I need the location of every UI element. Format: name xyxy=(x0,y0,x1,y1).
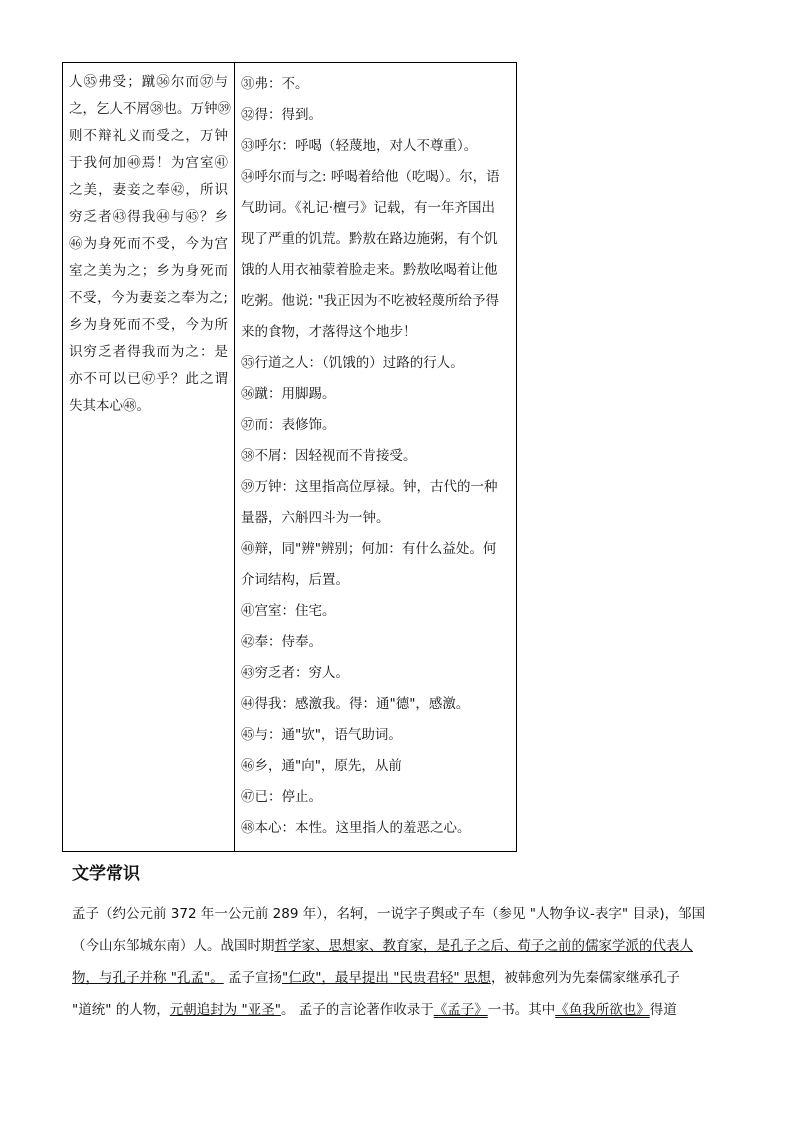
underlined-span: 哲学家、思想家、教育家，是孔子之后、荀子之前的儒家学派的代表人 xyxy=(274,938,693,954)
underlined-span: 物，与孔子并称 "孔孟"。 xyxy=(72,970,224,986)
note-line: ㊲而：表修饰。 xyxy=(241,417,336,433)
note-line: 吃粥。他说: "我正因为不吃被轻蔑所给予得 xyxy=(241,293,500,309)
note-line: 介词结构，后置。 xyxy=(241,572,349,588)
original-text-line: ㊻为身死而不受，今为宫 xyxy=(69,236,228,252)
text-span: ，被韩愈列为先秦儒家继承孔子 xyxy=(490,970,680,986)
original-text-line: 之美，妻妾之奉㊷，所识 xyxy=(69,182,228,198)
note-line: ㊷奉：侍奉。 xyxy=(241,634,322,650)
original-text-line: 穷乏者㊸得我㊹与㊺？乡 xyxy=(69,209,228,225)
note-line: 气助词。《礼记·檀弓》记载，有一年齐国出 xyxy=(241,200,496,216)
original-text-line: 室之美为之；乡为身死而 xyxy=(69,263,228,279)
note-line: 来的食物，才落得这个地步！ xyxy=(241,324,417,340)
text-span: 。 孟子的言论著作收录于 xyxy=(280,1002,434,1018)
note-line: ㊸穷乏者：穷人。 xyxy=(241,665,349,681)
text-span: 得道 xyxy=(649,1002,677,1018)
annotation-table xyxy=(62,62,517,852)
note-line: ㊹得我：感激我。得：通"德"，感激。 xyxy=(241,696,470,712)
original-text-line: 亦不可以已㊼乎？此之谓 xyxy=(69,371,228,387)
original-text-line: 人㉟弗受；蹴㊱尔而㊲与 xyxy=(69,74,228,90)
original-text-line: 失其本心㊽。 xyxy=(69,398,150,414)
paragraph-line xyxy=(72,898,724,930)
text-span: "道统" 的人物， xyxy=(72,1002,170,1018)
note-line: ㊵辩，同"辨"辨别；何加：有什么益处。何 xyxy=(241,541,497,557)
note-line: 现了严重的饥荒。黔敖在路边施粥，有个饥 xyxy=(241,231,498,247)
note-line: ㊱蹴：用脚踢。 xyxy=(241,386,336,402)
paragraph-line xyxy=(72,994,724,1026)
section-heading: 文学常识 xyxy=(72,864,140,884)
text-span: 孟子（约公元前 372 年一公元前 289 年），名轲，一说字子舆或子车（参见 "人物争议-表字" 目录)，邹国 xyxy=(72,906,706,922)
note-line: 饿的人用衣袖蒙着脸走来。黔敖吆喝着让他 xyxy=(241,262,498,278)
note-line: ㊳不屑：因轻视而不肯接受。 xyxy=(241,448,417,464)
notes-column xyxy=(235,63,516,851)
original-text-line: 识穷乏者得我而为之：是 xyxy=(69,344,228,360)
paragraph-line xyxy=(72,962,724,994)
original-text-line: 于我何加㊵焉！为宫室㊶ xyxy=(69,155,228,171)
original-text-line: 则不辩礼义而受之，万钟 xyxy=(69,128,228,144)
text-span: （今山东邹城东南）人。战国时期 xyxy=(72,938,275,954)
note-line: ㊴万钟：这里指高位厚禄。钟，古代的一种 xyxy=(241,479,498,495)
note-line: ㉛弗：不。 xyxy=(241,76,309,92)
note-line: ㉟行道之人：（饥饿的）过路的行人。 xyxy=(241,355,464,371)
note-line: ㉞呼尔而与之: 呼喝着给他（吃喝）。尔，语 xyxy=(241,169,500,185)
paragraph-line xyxy=(72,930,724,962)
note-line: ㉝呼尔：呼喝（轻蔑地，对人不尊重）。 xyxy=(241,138,478,154)
note-line: ㊺与：通"欤"，语气助词。 xyxy=(241,727,402,743)
original-text-line: 乡为身死而不受，今为所 xyxy=(69,317,228,333)
text-span: 一书。其中 xyxy=(487,1002,556,1018)
literary-knowledge-paragraph xyxy=(72,898,724,1026)
underlined-span: "仁政"，最早提出 "民贵君轻" 思想 xyxy=(282,970,491,986)
note-line: ㉜得：得到。 xyxy=(241,107,322,123)
note-line: ㊼已：停止。 xyxy=(241,789,322,805)
original-text-column xyxy=(63,63,235,851)
double-underlined-span: 《孟子》 xyxy=(433,1002,488,1018)
original-text-line: 之，乞人不屑㊳也。万钟㊴ xyxy=(69,101,231,117)
text-span: 孟子宣扬 xyxy=(223,970,283,986)
double-underlined-span: 《鱼我所欲也》 xyxy=(555,1002,650,1018)
note-line: ㊻乡，通"向"，原先，从前 xyxy=(241,758,402,774)
note-line: 量器，六斛四斗为一钟。 xyxy=(241,510,390,526)
underlined-span: 元朝追封为 "亚圣" xyxy=(169,1002,281,1018)
original-text-line: 不受，今为妻妾之奉为之; xyxy=(69,290,228,306)
note-line: ㊽本心：本性。这里指人的羞恶之心。 xyxy=(241,820,471,836)
note-line: ㊶宫室：住宅。 xyxy=(241,603,336,619)
